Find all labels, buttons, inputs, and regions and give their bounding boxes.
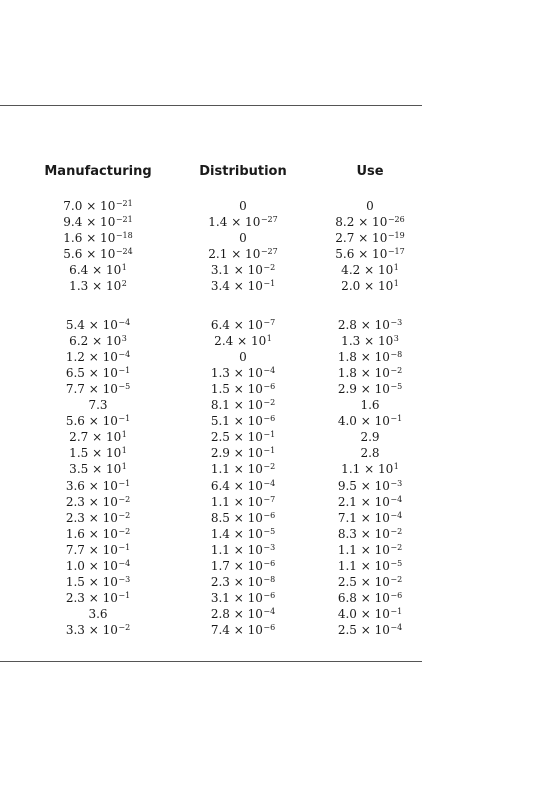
- table-cell-distribution: [211, 574, 275, 590]
- table-cell-manufacturing: [69, 333, 127, 349]
- cell-exponent: −26: [387, 215, 405, 225]
- cell-times-ten: × 10: [360, 279, 394, 294]
- table-cell-use: [366, 198, 374, 214]
- cell-exponent: −6: [263, 414, 276, 424]
- cell-exponent: −2: [390, 542, 403, 552]
- table-cell-manufacturing: [66, 413, 130, 429]
- cell-times-ten: × 10: [360, 263, 394, 278]
- cell-times-ten: × 10: [356, 526, 390, 541]
- cell-exponent: 1: [121, 446, 127, 456]
- table-top-rule: [0, 105, 422, 106]
- cell-times-ten: × 10: [84, 478, 118, 493]
- cell-mantissa: 1.1: [341, 462, 361, 477]
- cell-times-ten: × 10: [354, 231, 388, 246]
- cell-exponent: −4: [118, 318, 131, 327]
- table-cell-use: [338, 590, 402, 606]
- table-cell-use: [338, 381, 402, 397]
- cell-mantissa: 4.2: [341, 263, 361, 278]
- cell-times-ten: × 10: [88, 446, 122, 461]
- cell-mantissa: 2.9: [337, 382, 357, 397]
- table-cell-manufacturing: [63, 230, 132, 246]
- table-cell-use: [360, 429, 379, 445]
- cell-times-ten: × 10: [88, 430, 122, 445]
- cell-mantissa: 2.5: [337, 574, 357, 589]
- table-cell-manufacturing: [66, 381, 130, 397]
- cell-exponent: −6: [263, 558, 276, 568]
- cell-times-ten: × 10: [84, 590, 118, 605]
- cell-mantissa: 2.7: [335, 231, 355, 246]
- cell-exponent: −27: [260, 215, 278, 225]
- cell-times-ten: × 10: [82, 231, 116, 246]
- cell-exponent: −4: [390, 622, 403, 632]
- cell-value: 7.3: [88, 398, 108, 413]
- cell-exponent: −21: [115, 215, 133, 225]
- cell-times-ten: × 10: [229, 398, 263, 413]
- table-cell-use: [338, 413, 402, 429]
- table-cell-distribution: [208, 214, 277, 230]
- table-cell-manufacturing: [69, 461, 127, 477]
- cell-times-ten: × 10: [84, 574, 118, 589]
- cell-mantissa: 2.3: [65, 590, 85, 605]
- cell-exponent: −5: [390, 558, 403, 568]
- cell-exponent: −6: [390, 590, 403, 600]
- table-cell-manufacturing: [88, 397, 107, 413]
- cell-exponent: −2: [390, 574, 403, 584]
- cell-times-ten: × 10: [88, 279, 122, 294]
- table-cell-manufacturing: [66, 542, 130, 558]
- table-cell-use: [338, 317, 402, 333]
- cell-exponent: −4: [263, 606, 276, 616]
- cell-mantissa: 7.4: [210, 622, 230, 637]
- cell-times-ten: × 10: [356, 350, 390, 365]
- cell-mantissa: 2.4: [214, 334, 234, 349]
- cell-exponent: −5: [390, 382, 403, 392]
- cell-exponent: −1: [118, 590, 131, 600]
- table-cell-use: [335, 246, 404, 262]
- cell-times-ten: × 10: [360, 334, 394, 349]
- cell-times-ten: × 10: [229, 590, 263, 605]
- cell-mantissa: 2.7: [69, 430, 89, 445]
- cell-times-ten: × 10: [84, 494, 118, 509]
- cell-times-ten: × 10: [229, 494, 263, 509]
- column-header-manufacturing: Manufacturing: [44, 164, 152, 179]
- cell-mantissa: 3.4: [210, 279, 230, 294]
- cell-mantissa: 4.0: [337, 414, 357, 429]
- cell-exponent: 3: [121, 334, 127, 344]
- cell-times-ten: × 10: [227, 215, 261, 230]
- cell-mantissa: 2.3: [65, 510, 85, 525]
- table-cell-manufacturing: [66, 574, 130, 590]
- cell-exponent: −2: [118, 510, 131, 520]
- cell-times-ten: × 10: [84, 622, 118, 637]
- table-cell-distribution: [239, 349, 247, 365]
- cell-value: 2.8: [360, 446, 380, 461]
- cell-mantissa: 7.7: [65, 542, 85, 557]
- cell-exponent: −3: [390, 478, 403, 488]
- cell-mantissa: 2.3: [210, 574, 230, 589]
- cell-exponent: −6: [263, 510, 276, 520]
- cell-times-ten: × 10: [229, 318, 263, 332]
- cell-exponent: −2: [263, 398, 276, 408]
- cell-times-ten: × 10: [84, 366, 118, 381]
- cell-mantissa: 1.3: [341, 334, 361, 349]
- cell-mantissa: 1.0: [65, 558, 85, 573]
- table-cell-manufacturing: [63, 198, 132, 214]
- cell-mantissa: 3.6: [65, 478, 85, 493]
- table-cell-manufacturing: [88, 606, 107, 622]
- cell-times-ten: × 10: [84, 558, 118, 573]
- table-cell-manufacturing: [66, 622, 130, 638]
- cell-times-ten: × 10: [227, 247, 261, 262]
- cell-mantissa: 7.1: [337, 510, 357, 525]
- cell-mantissa: 2.9: [210, 446, 230, 461]
- table-cell-distribution: [211, 510, 275, 526]
- cell-times-ten: × 10: [88, 263, 122, 278]
- cell-times-ten: × 10: [84, 414, 118, 429]
- cell-times-ten: × 10: [229, 622, 263, 637]
- cell-exponent: −1: [118, 366, 131, 376]
- cell-mantissa: 6.8: [337, 590, 357, 605]
- cell-exponent: −19: [387, 231, 405, 241]
- cell-mantissa: 1.5: [65, 574, 85, 589]
- cell-value: 0: [239, 199, 247, 213]
- cell-exponent: −3: [390, 318, 403, 327]
- cell-mantissa: 8.1: [210, 398, 230, 413]
- cell-times-ten: × 10: [229, 542, 263, 557]
- table-cell-distribution: [211, 478, 275, 494]
- cell-mantissa: 7.0: [63, 199, 83, 213]
- cell-mantissa: 1.1: [210, 494, 230, 509]
- table-cell-distribution: [214, 333, 272, 349]
- cell-exponent: −1: [390, 414, 403, 424]
- cell-exponent: 1: [121, 430, 127, 440]
- cell-times-ten: × 10: [356, 318, 390, 332]
- table-cell-manufacturing: [69, 445, 127, 461]
- cell-mantissa: 6.2: [69, 334, 89, 349]
- table-cell-manufacturing: [66, 510, 130, 526]
- cell-mantissa: 6.4: [69, 263, 89, 278]
- cell-mantissa: 3.1: [210, 263, 230, 278]
- cell-exponent: −5: [118, 382, 131, 392]
- cell-exponent: −3: [263, 542, 276, 552]
- table-cell-use: [360, 397, 379, 413]
- cell-exponent: −6: [263, 382, 276, 392]
- cell-mantissa: 3.3: [65, 622, 85, 637]
- table-cell-distribution: [211, 494, 275, 510]
- table-cell-distribution: [211, 262, 275, 278]
- cell-exponent: −1: [263, 430, 276, 440]
- cell-times-ten: × 10: [354, 215, 388, 230]
- table-cell-use: [338, 606, 402, 622]
- cell-mantissa: 1.2: [65, 350, 85, 365]
- cell-times-ten: × 10: [356, 478, 390, 493]
- cell-exponent: −6: [263, 590, 276, 600]
- table-cell-distribution: [211, 278, 275, 294]
- cell-times-ten: × 10: [229, 526, 263, 541]
- cell-exponent: −4: [263, 478, 276, 488]
- cell-mantissa: 1.4: [210, 526, 230, 541]
- table-cell-manufacturing: [66, 558, 130, 574]
- cell-exponent: −24: [115, 247, 133, 257]
- cell-mantissa: 1.8: [337, 366, 357, 381]
- table-cell-manufacturing: [63, 246, 132, 262]
- table-cell-manufacturing: [66, 526, 130, 542]
- cell-times-ten: × 10: [82, 215, 116, 230]
- cell-exponent: 1: [266, 334, 272, 344]
- cell-exponent: −4: [390, 510, 403, 520]
- cell-mantissa: 6.5: [65, 366, 85, 381]
- cell-exponent: −2: [263, 462, 276, 472]
- table-bottom-rule: [0, 661, 422, 662]
- cell-exponent: −2: [118, 494, 131, 504]
- cell-times-ten: × 10: [229, 414, 263, 429]
- table-cell-distribution: [211, 590, 275, 606]
- cell-value: 0: [239, 231, 247, 246]
- cell-mantissa: 2.8: [337, 318, 357, 332]
- cell-times-ten: × 10: [356, 590, 390, 605]
- cell-times-ten: × 10: [84, 382, 118, 397]
- cell-times-ten: × 10: [356, 382, 390, 397]
- cell-times-ten: × 10: [82, 247, 116, 262]
- cell-mantissa: 1.8: [337, 350, 357, 365]
- table-cell-manufacturing: [66, 317, 130, 333]
- cell-times-ten: × 10: [229, 478, 263, 493]
- cell-exponent: −5: [263, 526, 276, 536]
- cell-mantissa: 1.6: [63, 231, 83, 246]
- cell-mantissa: 2.5: [210, 430, 230, 445]
- table-cell-distribution: [211, 542, 275, 558]
- cell-times-ten: × 10: [233, 334, 267, 349]
- cell-exponent: −4: [118, 558, 131, 568]
- cell-times-ten: × 10: [84, 542, 118, 557]
- cell-mantissa: 2.0: [341, 279, 361, 294]
- cell-mantissa: 2.8: [210, 606, 230, 621]
- cell-mantissa: 2.1: [337, 494, 357, 509]
- cell-exponent: −2: [390, 526, 403, 536]
- table-cell-use: [338, 494, 402, 510]
- cell-exponent: 3: [393, 334, 399, 344]
- table-cell-use: [341, 333, 399, 349]
- cell-times-ten: × 10: [356, 510, 390, 525]
- cell-mantissa: 1.1: [210, 542, 230, 557]
- cell-mantissa: 5.4: [65, 318, 85, 332]
- column-header-distribution: Distribution: [199, 164, 287, 179]
- table-cell-use: [338, 365, 402, 381]
- cell-mantissa: 5.6: [335, 247, 355, 262]
- cell-times-ten: × 10: [229, 366, 263, 381]
- cell-times-ten: × 10: [229, 446, 263, 461]
- cell-exponent: −1: [390, 606, 403, 616]
- cell-mantissa: 8.5: [210, 510, 230, 525]
- table-cell-manufacturing: [66, 349, 130, 365]
- cell-exponent: 1: [393, 462, 399, 472]
- table-cell-distribution: [239, 230, 247, 246]
- cell-mantissa: 1.7: [210, 558, 230, 573]
- cell-value: 2.9: [360, 430, 380, 445]
- cell-value: 3.6: [88, 606, 108, 621]
- cell-mantissa: 5.6: [63, 247, 83, 262]
- cell-times-ten: × 10: [354, 247, 388, 262]
- cell-exponent: −2: [118, 622, 131, 632]
- cell-exponent: −2: [263, 263, 276, 273]
- cell-mantissa: 1.3: [69, 279, 89, 294]
- table-cell-distribution: [211, 558, 275, 574]
- cell-exponent: −17: [387, 247, 405, 257]
- cell-exponent: −1: [263, 279, 276, 289]
- table-cell-distribution: [211, 429, 275, 445]
- cell-exponent: −6: [263, 622, 276, 632]
- cell-mantissa: 4.0: [337, 606, 357, 621]
- cell-exponent: −21: [115, 199, 133, 208]
- table-cell-use: [335, 230, 404, 246]
- cell-exponent: −4: [263, 366, 276, 376]
- cell-times-ten: × 10: [229, 606, 263, 621]
- cell-exponent: −4: [390, 494, 403, 504]
- table-cell-manufacturing: [69, 278, 127, 294]
- cell-times-ten: × 10: [84, 526, 118, 541]
- cell-exponent: 2: [121, 279, 127, 289]
- cell-times-ten: × 10: [229, 574, 263, 589]
- cell-exponent: −2: [118, 526, 131, 536]
- table-cell-manufacturing: [69, 262, 127, 278]
- cell-times-ten: × 10: [356, 542, 390, 557]
- table-cell-use: [338, 542, 402, 558]
- cell-exponent: 1: [121, 263, 127, 273]
- cell-times-ten: × 10: [84, 510, 118, 525]
- cell-exponent: −1: [118, 542, 131, 552]
- cell-times-ten: × 10: [84, 350, 118, 365]
- cell-exponent: −8: [263, 574, 276, 584]
- table-cell-manufacturing: [66, 590, 130, 606]
- cell-exponent: −27: [260, 247, 278, 257]
- cell-times-ten: × 10: [82, 199, 116, 213]
- cell-mantissa: 2.3: [65, 494, 85, 509]
- table-cell-manufacturing: [63, 214, 132, 230]
- cell-exponent: −3: [118, 574, 131, 584]
- table-cell-distribution: [211, 397, 275, 413]
- table-cell-use: [341, 461, 399, 477]
- table-cell-use: [338, 622, 402, 638]
- table-cell-manufacturing: [66, 365, 130, 381]
- cell-mantissa: 7.7: [65, 382, 85, 397]
- table-cell-manufacturing: [69, 429, 127, 445]
- table-cell-distribution: [211, 365, 275, 381]
- table-cell-distribution: [211, 413, 275, 429]
- cell-mantissa: 9.5: [337, 478, 357, 493]
- cell-mantissa: 5.1: [210, 414, 230, 429]
- cell-times-ten: × 10: [356, 574, 390, 589]
- table-cell-distribution: [211, 381, 275, 397]
- table-cell-use: [338, 349, 402, 365]
- cell-exponent: −8: [390, 350, 403, 360]
- table-cell-distribution: [211, 317, 275, 333]
- cell-mantissa: 6.4: [210, 318, 230, 332]
- table-cell-distribution: [211, 526, 275, 542]
- table-cell-use: [338, 558, 402, 574]
- table-cell-distribution: [239, 198, 247, 214]
- cell-times-ten: × 10: [229, 462, 263, 477]
- cell-exponent: −2: [390, 366, 403, 376]
- cell-times-ten: × 10: [88, 462, 122, 477]
- cell-times-ten: × 10: [229, 382, 263, 397]
- cell-exponent: −7: [263, 318, 276, 327]
- cell-times-ten: × 10: [229, 558, 263, 573]
- column-header-use: Use: [356, 164, 384, 179]
- table-cell-use: [335, 214, 404, 230]
- cell-exponent: −4: [118, 350, 131, 360]
- cell-mantissa: 2.5: [337, 622, 357, 637]
- table-cell-use: [338, 478, 402, 494]
- cell-times-ten: × 10: [229, 510, 263, 525]
- cell-mantissa: 6.4: [210, 478, 230, 493]
- cell-mantissa: 1.3: [210, 366, 230, 381]
- table-cell-distribution: [211, 461, 275, 477]
- cell-times-ten: × 10: [356, 622, 390, 637]
- table-cell-use: [360, 445, 379, 461]
- table-cell-manufacturing: [66, 494, 130, 510]
- cell-times-ten: × 10: [229, 263, 263, 278]
- table-cell-manufacturing: [66, 478, 130, 494]
- cell-exponent: −18: [115, 231, 133, 241]
- cell-mantissa: 9.4: [63, 215, 83, 230]
- cell-mantissa: 5.6: [65, 414, 85, 429]
- cell-mantissa: 1.5: [69, 446, 89, 461]
- cell-exponent: 1: [121, 462, 127, 472]
- cell-times-ten: × 10: [356, 366, 390, 381]
- cell-exponent: −7: [263, 494, 276, 504]
- cell-mantissa: 1.1: [337, 558, 357, 573]
- cell-mantissa: 2.1: [208, 247, 228, 262]
- cell-exponent: −1: [118, 414, 131, 424]
- cell-value: 0: [366, 199, 374, 213]
- cell-mantissa: 1.5: [210, 382, 230, 397]
- cell-mantissa: 8.2: [335, 215, 355, 230]
- cell-times-ten: × 10: [356, 494, 390, 509]
- cell-times-ten: × 10: [84, 318, 118, 332]
- table-cell-distribution: [211, 622, 275, 638]
- cell-times-ten: × 10: [360, 462, 394, 477]
- cell-mantissa: 3.1: [210, 590, 230, 605]
- cell-value: 0: [239, 350, 247, 365]
- cell-mantissa: 3.5: [69, 462, 89, 477]
- cell-mantissa: 1.1: [337, 542, 357, 557]
- cell-times-ten: × 10: [356, 606, 390, 621]
- cell-value: 1.6: [360, 398, 380, 413]
- cell-times-ten: × 10: [229, 279, 263, 294]
- cell-mantissa: 1.6: [65, 526, 85, 541]
- cell-exponent: −1: [118, 478, 131, 488]
- cell-exponent: 1: [393, 279, 399, 289]
- cell-times-ten: × 10: [356, 558, 390, 573]
- cell-exponent: 1: [393, 263, 399, 273]
- cell-mantissa: 1.4: [208, 215, 228, 230]
- table-cell-use: [338, 574, 402, 590]
- table-cell-distribution: [211, 606, 275, 622]
- table-cell-use: [338, 510, 402, 526]
- table-cell-distribution: [208, 246, 277, 262]
- cell-times-ten: × 10: [356, 414, 390, 429]
- table-cell-distribution: [211, 445, 275, 461]
- cell-mantissa: 8.3: [337, 526, 357, 541]
- cell-times-ten: × 10: [88, 334, 122, 349]
- cell-times-ten: × 10: [229, 430, 263, 445]
- table-cell-use: [338, 526, 402, 542]
- table-cell-use: [341, 262, 399, 278]
- table-cell-use: [341, 278, 399, 294]
- cell-mantissa: 1.1: [210, 462, 230, 477]
- cell-exponent: −1: [263, 446, 276, 456]
